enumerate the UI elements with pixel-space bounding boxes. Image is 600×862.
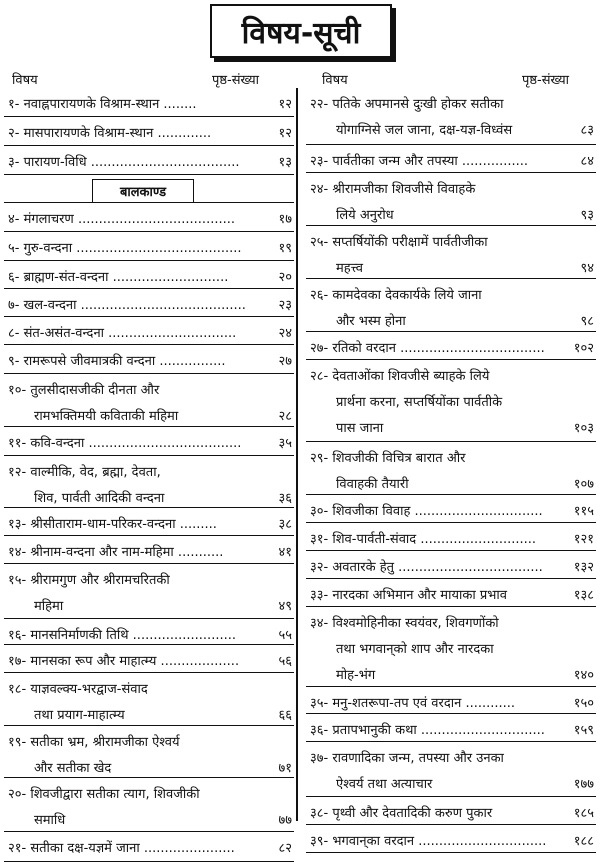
entry-title: ३०- शिवजीका विवाह ............................... — [310, 504, 543, 519]
toc-entry — [306, 332, 596, 360]
toc-entry — [4, 317, 294, 345]
entry-title: १९- सतीका भ्रम, श्रीरामजीका ऐश्वर्य — [8, 735, 180, 750]
entry-title: १४- श्रीनाम-वन्दना और नाम-महिमा ........... — [8, 545, 224, 560]
entry-title: २९- शिवजीकी विचित्र बारात और — [310, 451, 466, 466]
entry-page-number: १३ — [278, 155, 292, 170]
toc-entry — [4, 832, 294, 862]
entry-title: और भस्म होना — [336, 314, 406, 329]
entry-page-number: १३८ — [573, 588, 594, 603]
entry-title: १५- श्रीरामगुण और श्रीरामचरितकी — [8, 573, 170, 588]
entry-title: ३२- अवतारके हेतु ................................... — [310, 560, 543, 575]
entry-page-number: ८२ — [278, 841, 292, 856]
toc-entry — [306, 825, 596, 853]
entry-page-number: १३२ — [573, 560, 594, 575]
entry-page-number: ४९ — [278, 599, 292, 614]
subject-header-right: विषय — [322, 73, 348, 88]
entry-page-number: ११५ — [573, 504, 594, 519]
toc-entry — [306, 360, 596, 442]
toc-entry — [4, 261, 294, 289]
entry-page-number: १४० — [573, 668, 594, 683]
entry-title: ३३- नारदका अभिमान और मायाका प्रभाव — [310, 588, 507, 603]
toc-entry — [306, 495, 596, 523]
entry-title: २८- देवताओंका शिवजीसे ब्याहके लिये — [310, 369, 490, 384]
toc-entry — [306, 88, 596, 145]
toc-entry — [4, 345, 294, 374]
entry-title: १६- मानसनिर्माणकी तिथि ......................... — [8, 628, 236, 643]
entry-title: ८- संत-असंत-वन्दना ............................... — [8, 326, 237, 341]
section-heading: बालकाण्ड — [92, 179, 194, 203]
entry-title: ११- कवि-वन्दना ..................................... — [8, 436, 242, 451]
toc-entry — [4, 564, 294, 619]
toc-entry — [306, 442, 596, 495]
entry-page-number: ९३ — [580, 208, 594, 223]
toc-entry — [4, 117, 294, 146]
entry-page-number: १८८ — [573, 834, 594, 849]
toc-entry — [306, 226, 596, 279]
subject-header-left: विषय — [12, 73, 38, 88]
entry-title: ३८- पृथ्वी और देवतादिकी करुण पुकार — [310, 806, 493, 821]
entry-title: ७- खल-वन्दना ........................................ — [8, 298, 246, 313]
entry-title: तथा प्रयाग-माहात्म्य — [34, 708, 125, 723]
entry-title: ३१- शिव-पार्वती-संवाद ............................ — [310, 532, 537, 547]
entry-page-number: ७७ — [278, 813, 292, 828]
toc-entry — [4, 536, 294, 564]
toc-entry — [4, 726, 294, 778]
entry-title: ३५- मनु-शतरूपा-तप एवं वरदान ............ — [310, 696, 516, 711]
toc-entry — [4, 508, 294, 536]
entry-page-number: ६६ — [278, 708, 292, 723]
entry-page-number: २७ — [278, 354, 292, 369]
entry-page-number: १२१ — [573, 532, 594, 547]
entry-title: १३- श्रीसीताराम-धाम-परिकर-वन्दना ......... — [8, 517, 217, 532]
toc-entry — [306, 279, 596, 332]
entry-title: १७- मानसका रूप और माहात्म्य ................... — [8, 654, 240, 669]
entry-page-number: २८ — [278, 409, 292, 424]
entry-page-number: ४१ — [278, 545, 292, 560]
toc-entry — [4, 778, 294, 832]
entry-title: २४- श्रीरामजीका शिवजीसे विवाहके — [310, 182, 476, 197]
entry-title: ३६- प्रतापभानुकी कथा .............................. — [310, 723, 545, 738]
page-header-right: पृष्ठ-संख्या — [522, 73, 570, 88]
entry-title: ६- ब्राह्मण-संत-वन्दना ............................ — [8, 270, 229, 285]
toc-entry — [4, 374, 294, 427]
toc-entry — [306, 145, 596, 173]
entry-page-number: ९८ — [580, 314, 594, 329]
entry-page-number: ८३ — [580, 123, 594, 138]
entry-title: २१- सतीका दक्ष-यज्ञमें जाना ...................... — [8, 841, 235, 856]
entry-page-number: ८४ — [580, 154, 594, 169]
entry-title: प्रार्थना करना, सप्तर्षियोंका पार्वतीके — [336, 395, 503, 410]
entry-title: २२- पतिके अपमानसे दुःखी होकर सतीका — [310, 97, 504, 112]
entry-title: १- नवाह्नपारायणके विश्राम-स्थान ........ — [8, 97, 197, 112]
entry-page-number: २३ — [278, 298, 292, 313]
toc-entry — [306, 607, 596, 687]
entry-title: १२- वाल्मीकि, वेद, ब्रह्मा, देवता, — [8, 465, 161, 480]
entry-title: और सतीका खेद — [34, 761, 112, 776]
entry-title: लिये अनुरोध — [336, 208, 394, 223]
entry-page-number: ५६ — [278, 654, 292, 669]
entry-title: २- मासपारायणके विश्राम-स्थान ............. — [8, 126, 212, 141]
entry-title: ९- रामरूपसे जीवमात्रकी वन्दना ................ — [8, 354, 226, 369]
entry-page-number: १७७ — [573, 777, 594, 792]
entry-title: ऐश्वर्य तथा अत्याचार — [336, 777, 433, 792]
entry-page-number: १५९ — [573, 723, 594, 738]
toc-entry — [306, 551, 596, 579]
entry-page-number: ७१ — [278, 761, 292, 776]
entry-page-number: १२ — [278, 97, 292, 112]
entry-title: २६- कामदेवका देवकार्यके लिये जाना — [310, 288, 482, 303]
toc-entry — [4, 456, 294, 508]
entry-page-number: ३६ — [278, 491, 292, 506]
entry-title: मोह-भंग — [336, 668, 376, 683]
contents-right-column — [306, 88, 596, 853]
entry-title: ३७- रावणादिका जन्म, तपस्या और उनका — [310, 751, 504, 766]
toc-entry — [4, 203, 294, 232]
toc-entry — [306, 523, 596, 551]
entry-title: महत्त्व — [336, 261, 363, 276]
entry-page-number: १२ — [278, 126, 292, 141]
entry-title: शिव, पार्वती आदिकी वन्दना — [34, 491, 165, 506]
entry-title: ३४- विश्वमोहिनीका स्वयंवर, शिवगणोंको — [310, 616, 499, 631]
entry-title: विवाहकी तैयारी — [336, 477, 409, 492]
entry-title: ४- मंगलाचरण ...................................... — [8, 212, 235, 227]
entry-page-number: २४ — [278, 326, 292, 341]
entry-page-number: १५० — [573, 696, 594, 711]
page-header-left: पृष्ठ-संख्या — [212, 73, 260, 88]
toc-entry — [4, 289, 294, 317]
toc-entry — [306, 742, 596, 797]
toc-entry — [306, 687, 596, 714]
entry-title: समाधि — [34, 813, 66, 828]
entry-title: पास जाना — [336, 421, 384, 436]
entry-page-number: ३५ — [278, 436, 292, 451]
entry-page-number: ३८ — [278, 517, 292, 532]
toc-entry — [306, 714, 596, 742]
entry-title: योगाग्निसे जल जाना, दक्ष-यज्ञ-विध्वंस — [336, 123, 513, 138]
entry-title: तथा भगवान्‌को शाप और नारदका — [336, 642, 494, 657]
entry-page-number: ९४ — [580, 261, 594, 276]
entry-page-number: १०७ — [573, 477, 594, 492]
entry-title: २३- पार्वतीका जन्म और तपस्या ................ — [310, 154, 529, 169]
toc-entry — [4, 673, 294, 726]
entry-page-number: १८५ — [573, 806, 594, 821]
page-title: विषय-सूची — [210, 4, 392, 58]
entry-title: १८- याज्ञवल्क्य-भरद्वाज-संवाद — [8, 682, 148, 697]
entry-title: १०- तुलसीदासजीकी दीनता और — [8, 383, 160, 398]
contents-left-column — [4, 88, 294, 862]
toc-entry — [4, 645, 294, 673]
entry-title: ३- पारायण-विधि .................................... — [8, 155, 240, 170]
entry-title: ५- गुरु-वन्दना ........................................ — [8, 241, 242, 256]
entry-title: महिमा — [34, 599, 64, 614]
entry-title: २५- सप्तर्षियोंकी परीक्षामें पार्वतीजीका — [310, 235, 488, 250]
entry-title: २०- शिवजीद्वारा सतीका त्याग, शिवजीकी — [8, 787, 200, 802]
toc-entry — [4, 88, 294, 117]
entry-page-number: १०३ — [573, 421, 594, 436]
entry-title: रामभक्तिमयी कविताकी महिमा — [34, 409, 179, 424]
toc-entry — [4, 146, 294, 175]
entry-title: २७- रतिको वरदान ................................... — [310, 341, 545, 356]
entry-page-number: २० — [278, 270, 292, 285]
entry-page-number: ५५ — [278, 628, 292, 643]
section-row — [4, 175, 294, 203]
entry-page-number: १९ — [278, 241, 292, 256]
toc-entry — [306, 173, 596, 226]
column-divider — [296, 88, 298, 821]
toc-entry — [4, 427, 294, 456]
toc-entry — [4, 619, 294, 645]
toc-entry — [306, 579, 596, 607]
entry-page-number: १७ — [278, 212, 292, 227]
toc-entry — [4, 232, 294, 261]
entry-title: ३९- भगवान्‌का वरदान ............................... — [310, 834, 547, 849]
entry-page-number: १०२ — [573, 341, 594, 356]
